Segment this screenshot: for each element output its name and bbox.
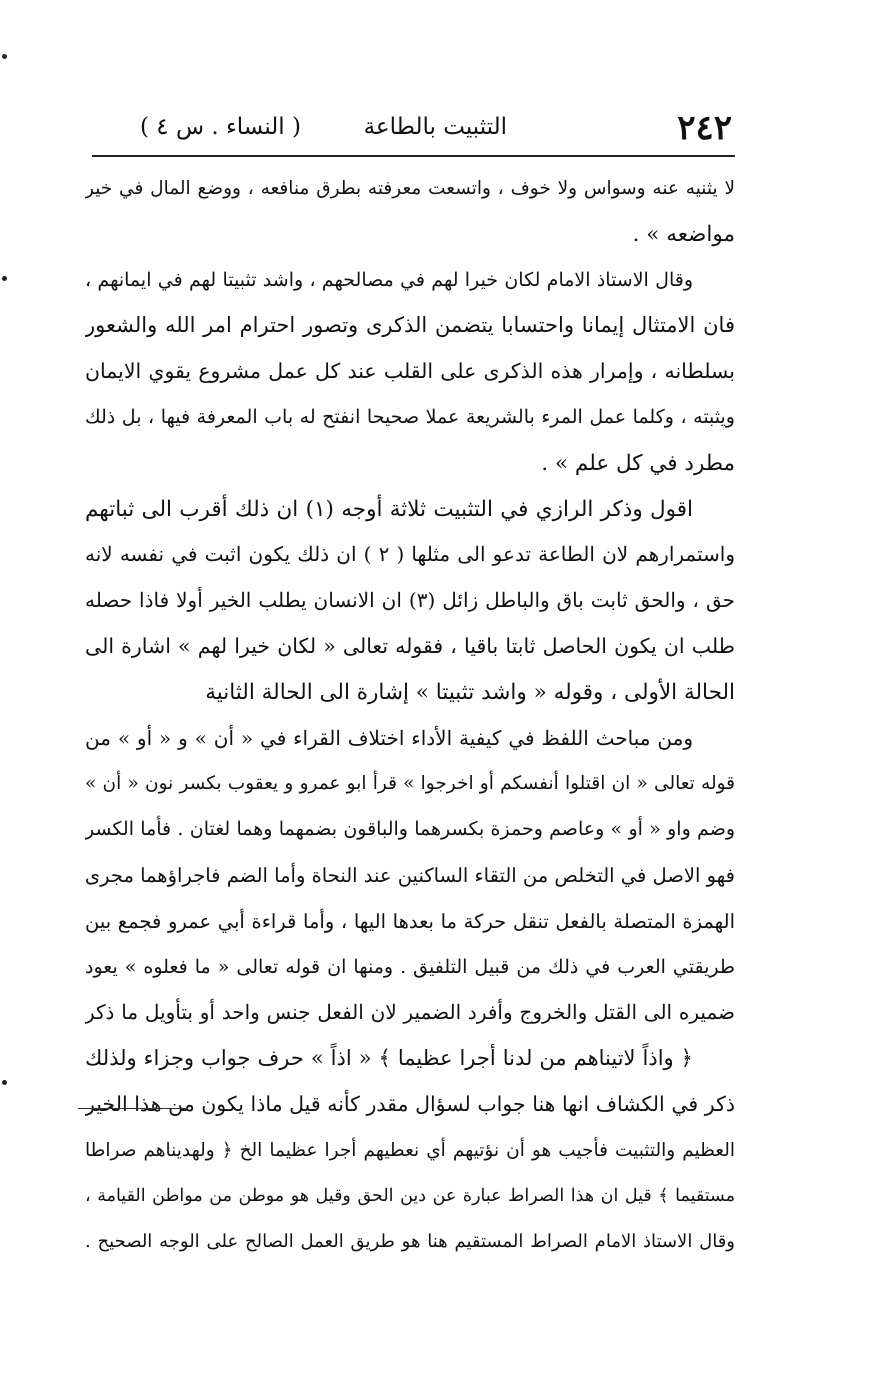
- text-line: ومن مباحث اللفظ في كيفية الأداء اختلاف القراء في « أن » و « أو » من: [85, 725, 693, 750]
- text-line: ويثبته ، وكلما عمل المرء بالشريعة عملا صحيحا انفتح له باب المعرفة فيها ، بل ذلك: [85, 405, 735, 428]
- margin-dot-mark: [2, 276, 7, 281]
- text-line: طريقتي العرب في ذلك من قبيل التلفيق . ومنها ان قوله تعالى « ما فعلوه » يعود: [85, 955, 735, 978]
- margin-dot-mark: [2, 54, 7, 59]
- page-number: ٢٤٢: [677, 108, 732, 148]
- text-line: الحالة الأولى ، وقوله « واشد تثبيتا » إشارة الى الحالة الثانية: [205, 679, 735, 705]
- text-line: واستمرارهم لان الطاعة تدعو الى مثلها ( ٢ ) ان ذلك يكون اثبت في نفسه لانه: [85, 542, 735, 567]
- text-line: وقال الاستاذ الامام الصراط المستقيم هنا هو طريق العمل الصالح على الوجه الصحيح .: [85, 1231, 735, 1253]
- text-line: مواضعه » .: [632, 221, 735, 247]
- header-rule: [92, 155, 735, 157]
- text-line: حق ، والحق ثابت باق والباطل زائل (٣) ان الانسان يطلب الخير أولا فاذا حصله: [85, 588, 735, 613]
- text-line: ضميره الى القتل والخروج وأفرد الضمير لان الفعل جنس واحد أو بتأويل ما ذكر: [85, 1000, 735, 1025]
- text-line: قوله تعالى « ان اقتلوا أنفسكم أو اخرجوا » قرأ ابو عمرو و يعقوب بكسر نون « أن »: [85, 773, 735, 795]
- text-line: فهو الاصل في التخلص من التقاء الساكنين عند النحاة وأما الضم فاجراؤهما مجرى: [85, 863, 735, 887]
- text-line: الهمزة المتصلة بالفعل تنقل حركة ما بعدها اليها ، وأما قراءة أبي عمرو فجمع بين: [85, 909, 735, 933]
- text-line: بسلطانه ، وإمرار هذه الذكرى على القلب عند كل عمل مشروع يقوي الايمان: [85, 359, 735, 384]
- text-line: العظيم والتثبيت فأجيب هو أن نؤتيهم أي نعطيهم أجرا عظيما الخ ﴿ ولهديناهم صراطا: [85, 1139, 735, 1161]
- text-line: ﴿ واذاً لاتيناهم من لدنا أجرا عظيما ﴾ « اذاً » حرف جواب وجزاء ولذلك: [85, 1046, 693, 1071]
- text-line: مستقيما ﴾ قيل ان هذا الصراط عبارة عن دين الحق وقيل هو موطن من مواطن القيامة ،: [85, 1185, 735, 1206]
- surah-reference: ( النساء . س ٤ ): [140, 114, 301, 140]
- text-line: فان الامتثال إيمانا واحتسابا يتضمن الذكرى وتصور احترام امر الله والشعور: [85, 313, 735, 338]
- page-header: [92, 110, 732, 154]
- margin-dot-mark: [2, 1080, 7, 1085]
- text-line: وقال الاستاذ الامام لكان خيرا لهم في مصالحهم ، واشد تثبيتا لهم في ايمانهم ،: [85, 268, 693, 291]
- text-line: وضم واو « أو » وعاصم وحمزة بكسرهما والباقون بضمهما وهما لغتان . فأما الكسر: [85, 818, 735, 841]
- text-line: مطرد في كل علم » .: [541, 450, 735, 476]
- text-line: لا يثنيه عنه وسواس ولا خوف ، واتسعت معرفته بطرق منافعه ، ووضع المال في خير: [85, 178, 735, 199]
- text-line: طلب ان يكون الحاصل ثابتا باقيا ، فقوله تعالى « لكان خيرا لهم » اشارة الى: [85, 633, 735, 658]
- body-text: [85, 166, 735, 1265]
- bracket-rule: [78, 1108, 188, 1109]
- text-line: اقول وذكر الرازي في التثبيت ثلاثة أوجه (١) ان ذلك أقرب الى ثباتهم: [85, 496, 693, 522]
- text-line: ذكر في الكشاف انها هنا جواب لسؤال مقدر كأنه قيل ماذا يكون من هذا الخير: [85, 1091, 735, 1116]
- running-title: التثبيت بالطاعة: [363, 114, 507, 140]
